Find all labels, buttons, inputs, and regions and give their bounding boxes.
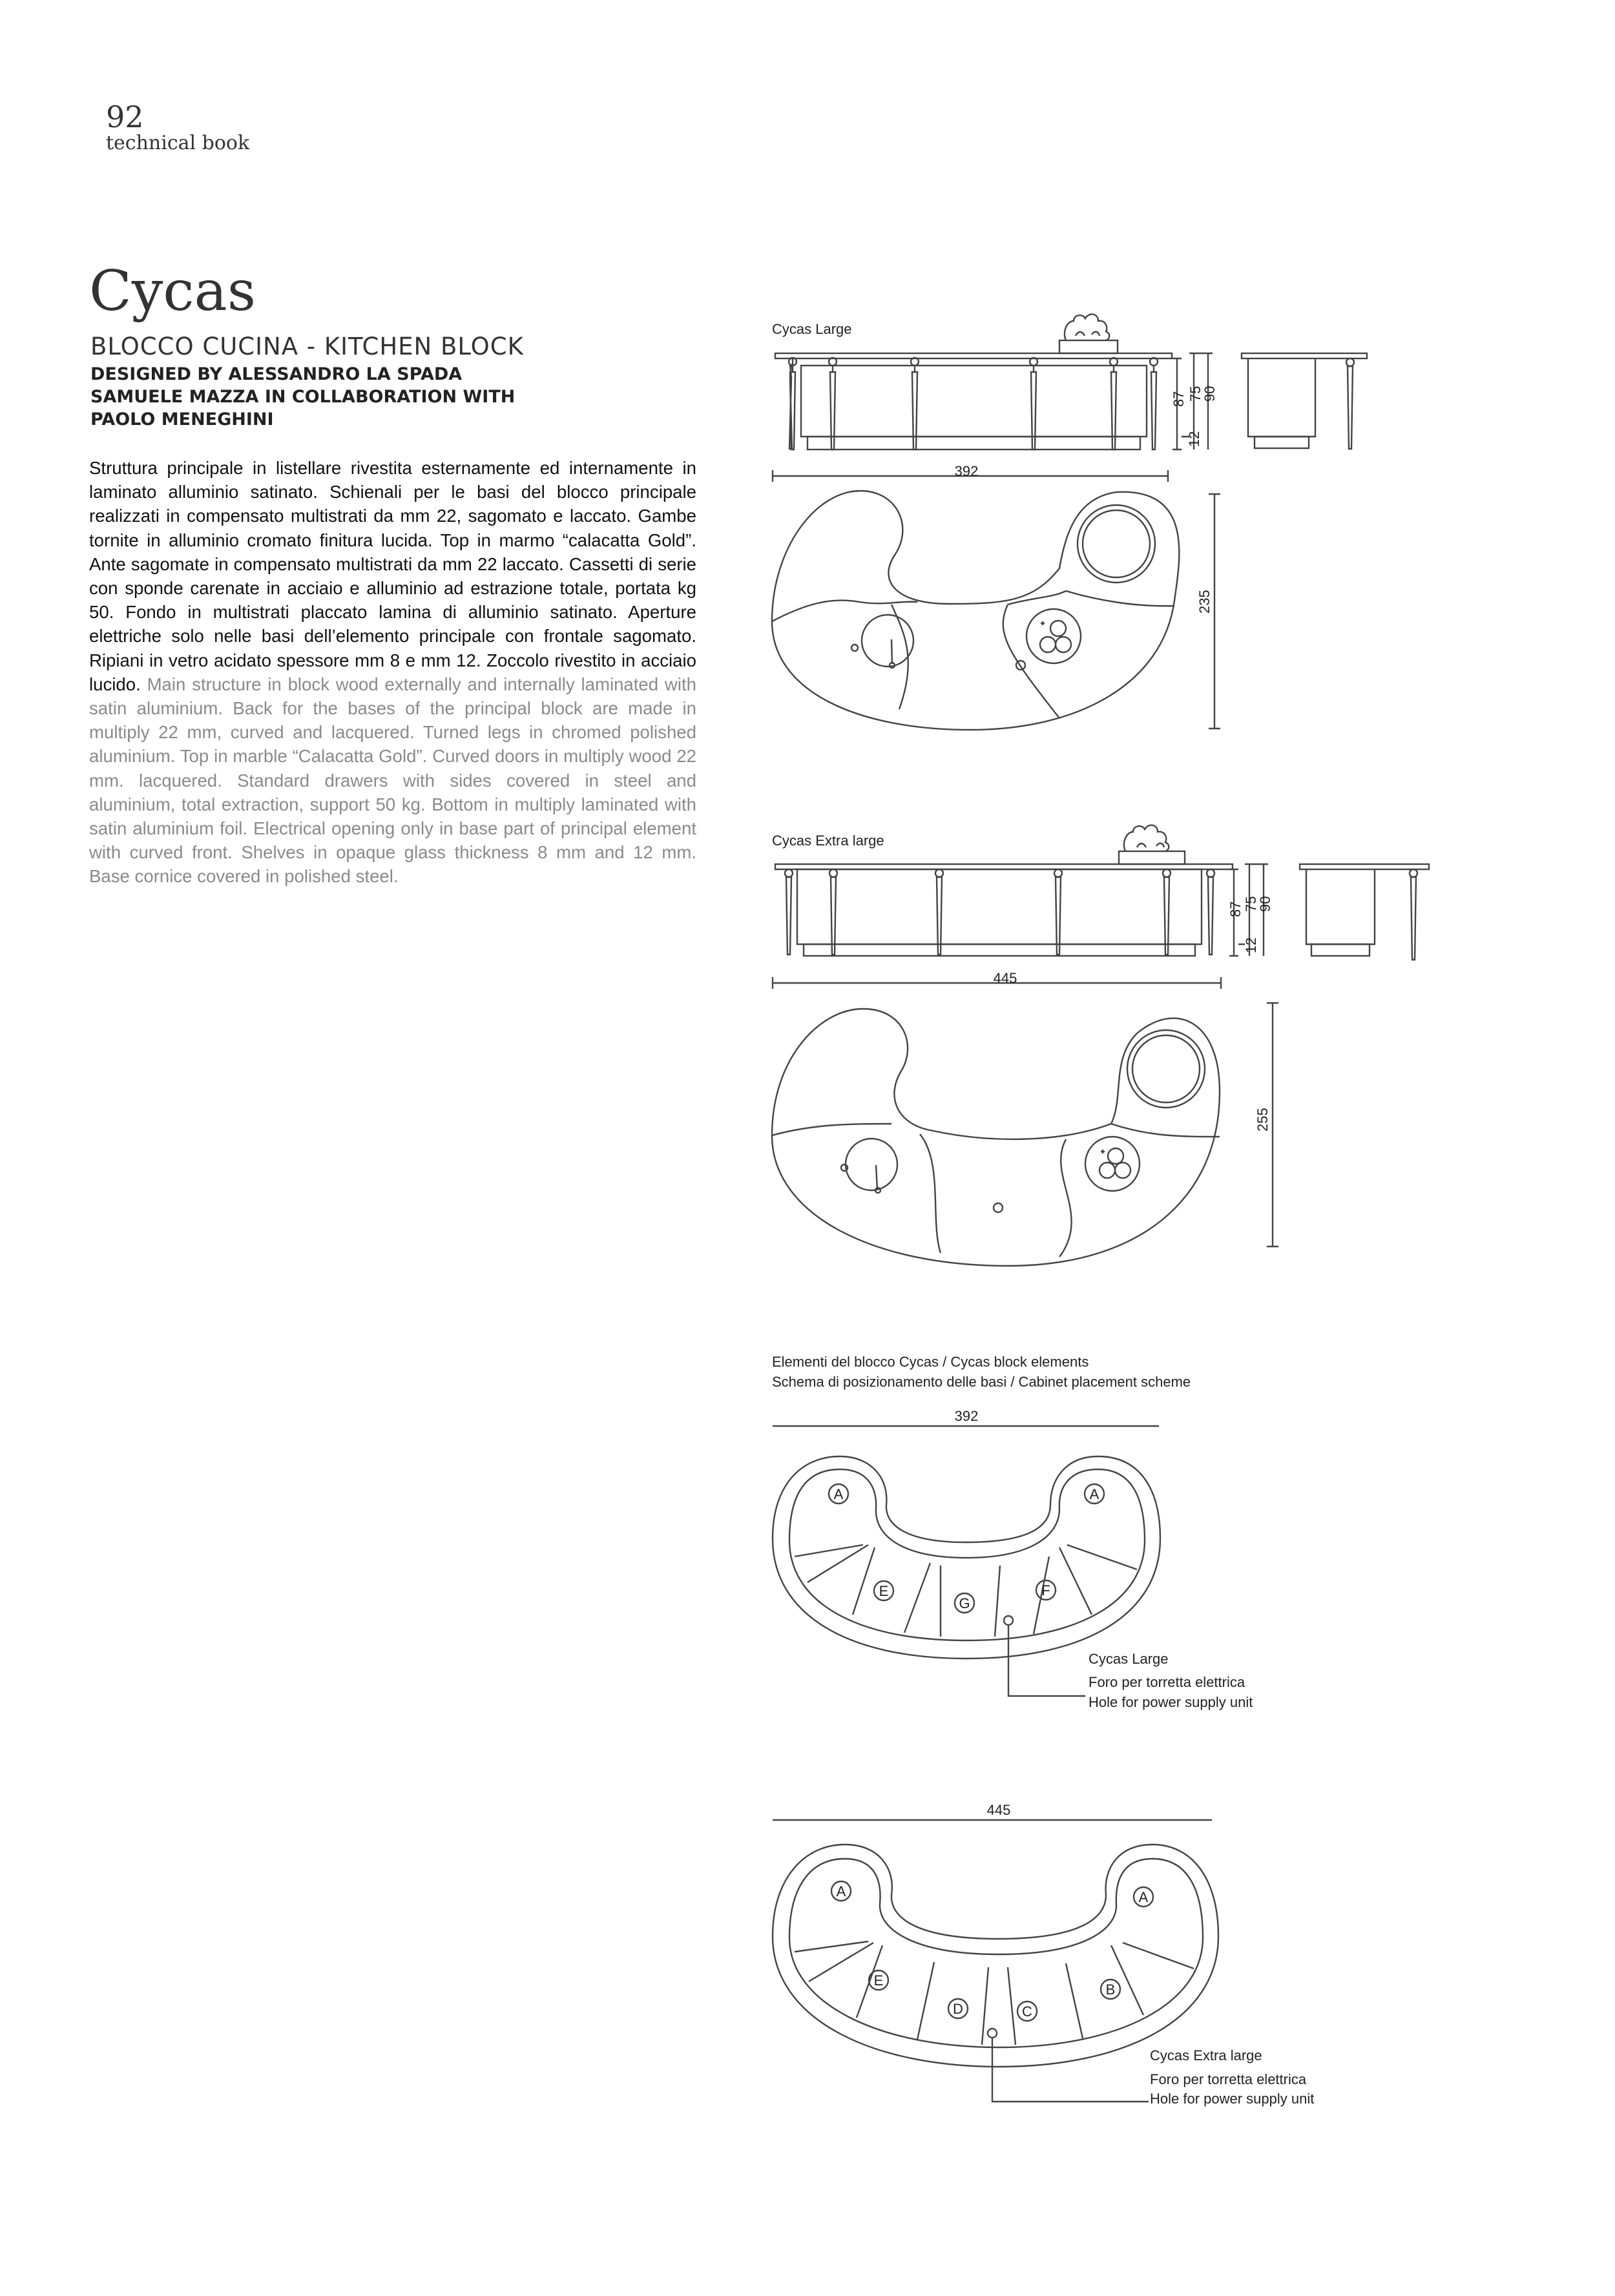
xlarge-elevation bbox=[772, 825, 1429, 989]
base-label: G bbox=[959, 1595, 970, 1611]
base-label: E bbox=[873, 1972, 884, 1989]
product-title: Cycas bbox=[89, 259, 256, 324]
base-label: A bbox=[836, 1883, 846, 1899]
base-label: C bbox=[1022, 2003, 1032, 2020]
large-depth: 235 bbox=[1196, 590, 1213, 614]
dim-75: 75 bbox=[1187, 386, 1203, 402]
leg-group bbox=[785, 869, 1214, 955]
xlarge-depth: 255 bbox=[1255, 1108, 1271, 1132]
xlarge-label: Cycas Extra large bbox=[772, 833, 884, 849]
dim-12: 12 bbox=[1186, 431, 1202, 447]
base-label: B bbox=[1105, 1981, 1116, 1998]
dim-90: 90 bbox=[1202, 386, 1218, 402]
hole-label-en: Hole for power supply unit bbox=[1089, 1694, 1253, 1710]
base-label: A bbox=[833, 1486, 844, 1502]
dim-90: 90 bbox=[1257, 896, 1273, 912]
hole-label-en: Hole for power supply unit bbox=[1150, 2091, 1315, 2107]
base-label: F bbox=[1041, 1582, 1050, 1598]
large-width: 392 bbox=[954, 463, 979, 479]
large-label: Cycas Large bbox=[772, 321, 852, 337]
large-plan bbox=[772, 491, 1220, 730]
scheme-large-width: 392 bbox=[954, 1408, 979, 1424]
leg-group bbox=[789, 358, 1158, 450]
xlarge-plan bbox=[772, 1003, 1278, 1266]
xlarge-scheme bbox=[773, 1802, 1314, 2107]
hole-label-it: Foro per torretta elettrica bbox=[1150, 2071, 1307, 2087]
product-subtitle: BLOCCO CUCINA - KITCHEN BLOCK bbox=[90, 333, 524, 360]
description-english: Main structure in block wood externally and internally laminated with satin aluminium. Back for the bases of the principal block are made in multiply 22 mm, curved and lacquered. Turned legs in chromed polished aluminium. Top in marble “Calacatta Gold”. Curved doors in multiply wood 22 mm. lacquered. Standard drawers with sides covered in steel and aluminium, total extraction, support 50 kg. Bottom in multiply laminated with satin aluminium foil. Electrical opening only in base part of principal element with curved front. Shelves in opaque glass thickness 8 mm and 12 mm. Base cornice covered in polished steel. bbox=[89, 674, 696, 887]
base-label: D bbox=[953, 2001, 963, 2017]
plant-icon bbox=[1059, 315, 1118, 353]
dim-87: 87 bbox=[1227, 901, 1244, 917]
designer-line: DESIGNED BY ALESSANDRO LA SPADA bbox=[90, 364, 463, 384]
elements-caption-1: Elementi del blocco Cycas / Cycas block elements bbox=[772, 1354, 1089, 1370]
dim-75: 75 bbox=[1243, 896, 1259, 912]
scheme-large-label: Cycas Large bbox=[1089, 1651, 1169, 1667]
base-label: A bbox=[1089, 1486, 1099, 1502]
page-number: 92 bbox=[106, 99, 144, 134]
xlarge-width: 445 bbox=[993, 970, 1017, 986]
dim-87: 87 bbox=[1171, 391, 1187, 407]
book-label: technical book bbox=[106, 132, 250, 154]
scheme-xlarge-width: 445 bbox=[986, 1802, 1011, 1818]
scheme-xlarge-label: Cycas Extra large bbox=[1150, 2047, 1262, 2063]
designer-line: SAMUELE MAZZA IN COLLABORATION WITH bbox=[90, 387, 516, 407]
base-label: E bbox=[879, 1583, 889, 1599]
base-label: A bbox=[1138, 1889, 1149, 1905]
hole-label-it: Foro per torretta elettrica bbox=[1089, 1674, 1245, 1690]
large-elevation bbox=[772, 315, 1367, 482]
description-italian: Struttura principale in listellare rivestita esternamente ed internamente in laminato alluminio satinato. Schienali per le basi del blocco principale realizzati in compensato multistrati da mm 22, sagomato e laccato. Gambe tornite in alluminio cromato finitura lucida. Top in marmo “calacatta Gold”. Ante sagomate in compensato multistrati da mm 22 laccato. Cassetti di serie con sponde carenate in acciaio e alluminio ad estrazione totale, portata kg 50. Fondo in multistrati placcato lamina di alluminio satinato. Aperture elettriche solo nelle basi dell’elemento principale con frontale sagomato. Ripiani in vetro acidato spessore mm 8 e mm 12. Zoccolo rivestito in acciaio lucido. bbox=[89, 458, 696, 694]
large-scheme bbox=[773, 1408, 1253, 1710]
elements-caption-2: Schema di posizionamento delle basi / Cabinet placement scheme bbox=[772, 1374, 1191, 1390]
designer-line: PAOLO MENEGHINI bbox=[90, 409, 274, 429]
plant-icon bbox=[1119, 825, 1185, 864]
dim-12: 12 bbox=[1243, 937, 1259, 953]
